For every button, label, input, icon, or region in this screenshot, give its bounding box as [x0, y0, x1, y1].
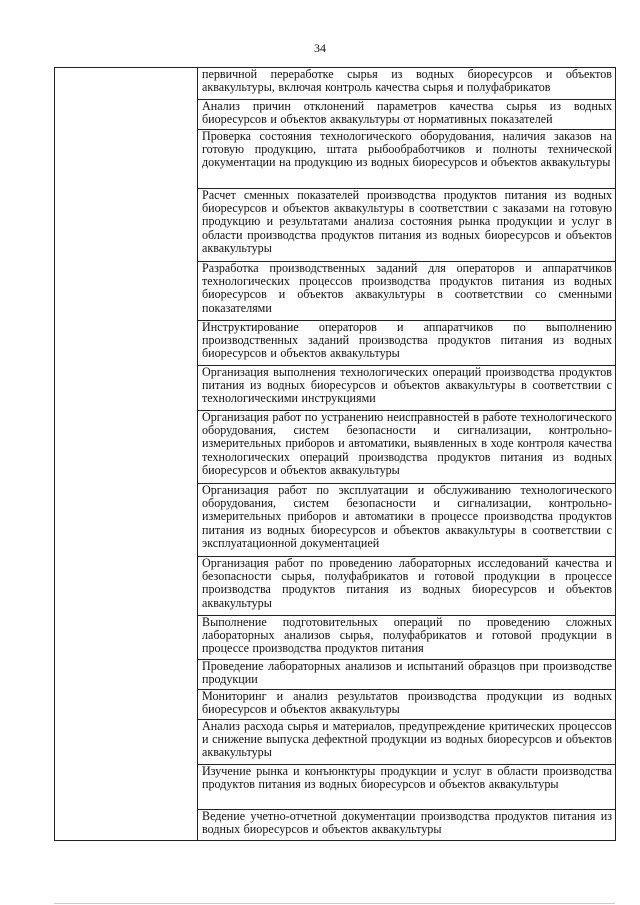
action-cell	[198, 690, 616, 720]
action-text: Анализ причин отклонений параметров качества сырья из водных биоресурсов и объектов аквакультуры от нормативных показателей	[202, 99, 612, 127]
action-cell	[198, 100, 616, 130]
action-cell	[198, 189, 616, 262]
action-cell	[198, 720, 616, 765]
action-text: Ведение учетно-отчетной документации производства продуктов питания из водных биоресурсов и объектов аквакультуры	[202, 809, 612, 837]
action-text: Выполнение подготовительных операций по проведению сложных лабораторных анализов сырья, полуфабрикатов и готовой продукции в процессе производства продуктов питания	[202, 615, 612, 656]
action-text: Проведение лабораторных анализов и испытаний образцов при производстве продукции	[202, 659, 612, 687]
action-cell	[198, 660, 616, 690]
action-text: Анализ расхода сырья и материалов, предупреждение критических процессов и снижение выпуска дефектной продукции из водных биоресурсов и объектов аквакультуры	[202, 719, 612, 760]
action-text: первичной переработке сырья из водных биоресурсов и объектов аквакультуры, включая контроль качества сырья и полуфабрикатов	[202, 67, 612, 95]
labor-actions-table	[54, 67, 616, 841]
action-cell	[198, 765, 616, 810]
label-cell	[55, 68, 198, 841]
action-cell	[198, 484, 616, 557]
action-text: Организация работ по эксплуатации и обслуживанию технологического оборудования, систем безопасности и сигнализации, контрольно-измерительных приборов и автоматики в процессе производства продуктов питания из водных биоресурсов и объектов аквакультуры в соответствии с эксплуатационной документацией	[202, 483, 612, 550]
action-text: Организация работ по проведению лабораторных исследований качества и безопасности сырья, полуфабрикатов и готовой продукции в процессе производства продуктов питания из водных биоресурсов и объектов аквакультуры	[202, 556, 612, 610]
action-text: Организация работ по устранению неисправностей в работе технологического оборудования, систем безопасности и сигнализации, контрольно-измерительных приборов и автоматики, выявленных в ходе контроля качества технологических операций производства продуктов питания из водных биоресурсов и объектов аквакультуры	[202, 410, 612, 477]
action-cell	[198, 68, 616, 100]
action-cell	[198, 411, 616, 484]
action-cell	[198, 810, 616, 841]
action-text: Расчет сменных показателей производства продуктов питания из водных биоресурсов и объектов аквакультуры в соответствии с заказами на готовую продукцию и результатами анализа состояния рынка продукции и услуг в области производства продуктов питания из водных биоресурсов и объектов аквакультуры	[202, 188, 612, 255]
action-cell	[198, 616, 616, 660]
action-cell	[198, 262, 616, 321]
action-text: Инструктирование операторов и аппаратчиков по выполнению производственных заданий производства продуктов питания из водных биоресурсов и объектов аквакультуры	[202, 320, 612, 361]
action-cell	[198, 366, 616, 411]
action-cell	[198, 130, 616, 189]
action-text: Изучение рынка и конъюнктуры продукции и услуг в области производства продуктов питания из водных биоресурсов и объектов аквакультуры	[202, 764, 612, 792]
action-cell	[198, 321, 616, 366]
action-text: Разработка производственных заданий для операторов и аппаратчиков технологических процессов производства продуктов питания из водных биоресурсов и объектов аквакультуры в соответствии со сменными показателями	[202, 261, 612, 315]
scan-edge-divider	[54, 903, 615, 904]
table-row	[55, 68, 616, 100]
action-cell	[198, 557, 616, 616]
page-number: 34	[314, 41, 326, 55]
action-text: Организация выполнения технологических операций производства продуктов питания из водных биоресурсов и объектов аквакультуры в соответствии с технологическими инструкциями	[202, 365, 612, 406]
action-text: Мониторинг и анализ результатов производства продукции из водных биоресурсов и объектов аквакультуры	[202, 689, 612, 717]
action-text: Проверка состояния технологического оборудования, наличия заказов на готовую продукцию, штата рыбообработчиков и полноты технической документации на продукцию из водных биоресурсов и объектов аквакультуры	[202, 129, 612, 170]
